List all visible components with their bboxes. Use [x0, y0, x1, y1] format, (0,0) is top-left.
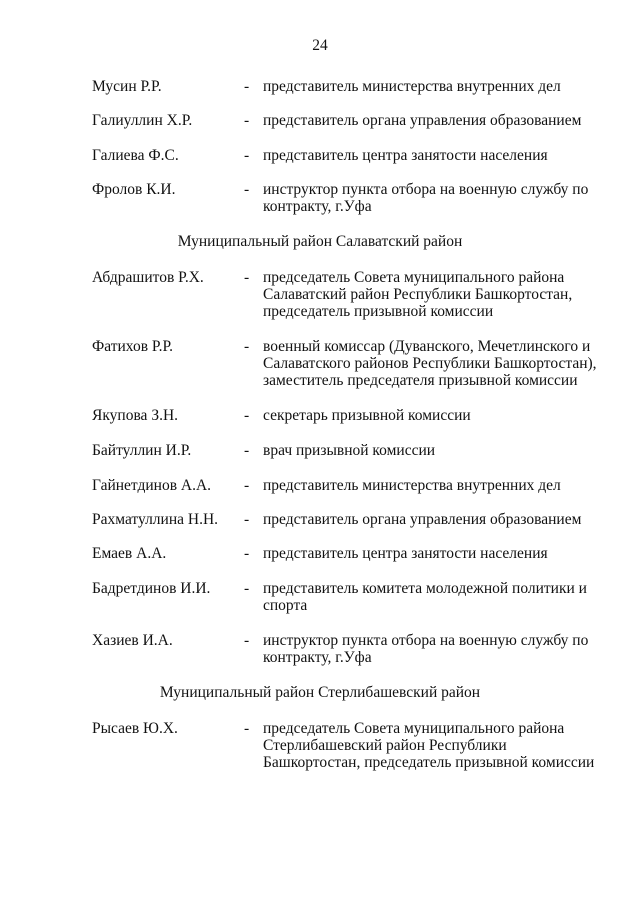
dash: -: [244, 477, 250, 494]
member-name: Рысаев Ю.Х.: [92, 720, 178, 737]
member-name: Рахматуллина Н.Н.: [92, 511, 219, 528]
member-role: представитель органа управления образованием: [263, 112, 582, 129]
member-name: Фролов К.И.: [92, 181, 176, 198]
member-name: Галиуллин Х.Р.: [92, 112, 193, 129]
member-name: Якупова З.Н.: [92, 407, 179, 424]
member-role: представитель центра занятости населения: [263, 545, 548, 562]
member-role: представитель министерства внутренних дел: [263, 477, 561, 494]
member-role: представитель министерства внутренних дел: [263, 78, 561, 95]
dash: -: [244, 442, 250, 459]
page-number: 24: [312, 37, 328, 54]
member-name: Хазиев И.А.: [92, 632, 173, 649]
member-role: председатель Совета муниципального района Салаватский район Республики Башкортостан, председатель призывной комиссии: [263, 269, 573, 320]
member-role: представитель комитета молодежной политики и спорта: [263, 580, 587, 614]
dash: -: [244, 407, 250, 424]
section-heading: Муниципальный район Стерлибашевский район: [159, 684, 481, 701]
member-role: инструктор пункта отбора на военную службу по контракту, г.Уфа: [263, 181, 589, 215]
member-name: Емаев А.А.: [92, 545, 167, 562]
dash: -: [244, 181, 250, 198]
member-name: Абдрашитов Р.Х.: [92, 269, 204, 286]
dash: -: [244, 112, 250, 129]
member-role: представитель органа управления образованием: [263, 511, 582, 528]
member-name: Гайнетдинов А.А.: [92, 477, 212, 494]
dash: -: [244, 78, 250, 95]
member-role: военный комиссар (Дуванского, Мечетлинского и Салаватского районов Республики Башкортостан), заместитель председателя призывной комиссии: [263, 338, 597, 389]
dash: -: [244, 632, 250, 649]
member-name: Фатихов Р.Р.: [92, 338, 174, 355]
member-name: Бадретдинов И.И.: [92, 580, 211, 597]
dash: -: [244, 580, 250, 597]
dash: -: [244, 545, 250, 562]
member-name: Байтуллин И.Р.: [92, 442, 192, 459]
member-name: Мусин Р.Р.: [92, 78, 162, 95]
member-role: председатель Совета муниципального района Стерлибашевский район Республики Башкортостан, председатель призывной комиссии: [263, 720, 595, 771]
dash: -: [244, 147, 250, 164]
member-role: врач призывной комиссии: [263, 442, 436, 459]
dash: -: [244, 511, 250, 528]
member-role: представитель центра занятости населения: [263, 147, 548, 164]
section-heading: Муниципальный район Салаватский район: [177, 233, 463, 250]
member-role: секретарь призывной комиссии: [263, 407, 471, 424]
dash: -: [244, 720, 250, 737]
dash: -: [244, 269, 250, 286]
member-name: Галиева Ф.С.: [92, 147, 179, 164]
dash: -: [244, 338, 250, 355]
member-role: инструктор пункта отбора на военную службу по контракту, г.Уфа: [263, 632, 589, 666]
